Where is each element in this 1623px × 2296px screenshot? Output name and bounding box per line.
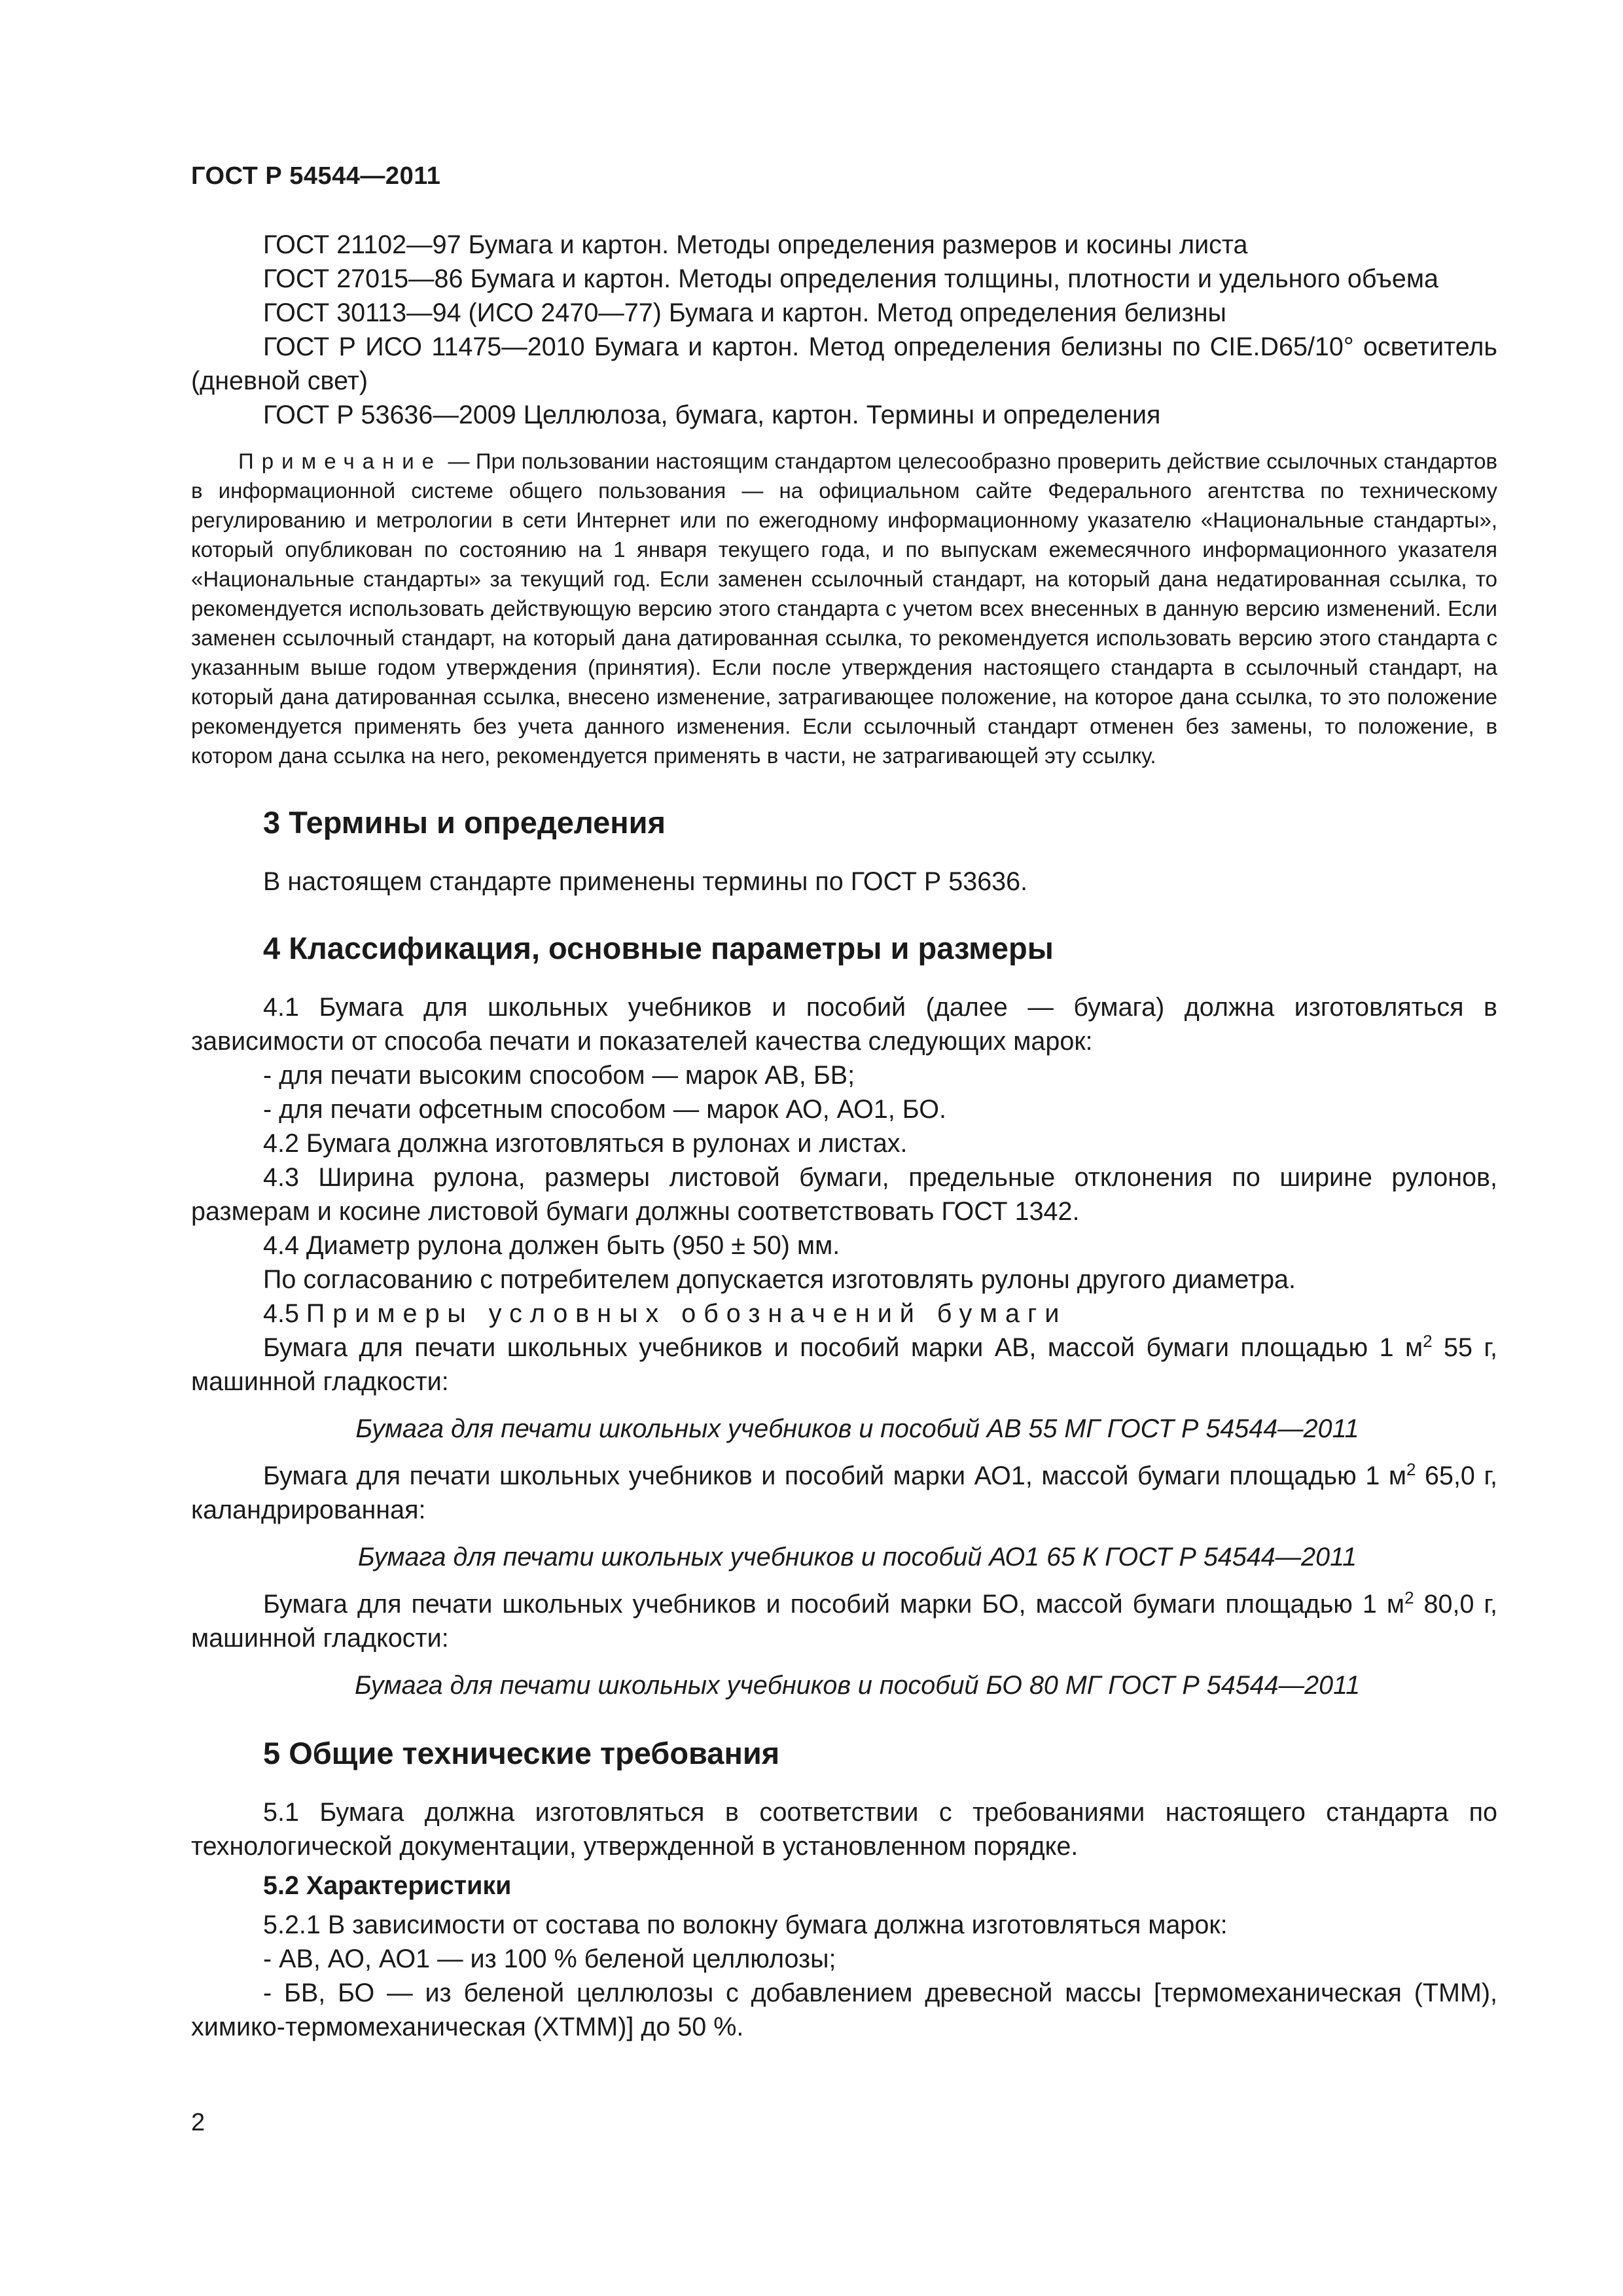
superscript: 2 [1406,1459,1416,1479]
example-text: 55 г, машинной гладкости: [191,1333,1497,1396]
note-label: Примечание [238,449,442,473]
section-5-heading: 5 Общие технические требования [263,1736,780,1770]
example-designation: Бумага для печати школьных учебников и пособий АО1 65 К ГОСТ Р 54544—2011 [357,1543,1357,1571]
example-designation: Бумага для печати школьных учебников и пособий БО 80 МГ ГОСТ Р 54544—2011 [354,1671,1361,1700]
superscript: 2 [1423,1331,1433,1351]
superscript: 2 [1404,1587,1414,1607]
clause-4-1: 4.1 Бумага для школьных учебников и пособий (далее — бумага) должна изготовляться в зависимости от способа печати и показателей качества следующих марок: [191,993,1497,1056]
clause-4-3: 4.3 Ширина рулона, размеры листовой бумаги, предельные отклонения по ширине рулонов, размерам и косине листовой бумаги должны соответствовать ГОСТ 1342. [191,1163,1497,1226]
clause-4-2: 4.2 Бумага должна изготовляться в рулонах и листах. [263,1129,908,1158]
example-text: Бумага для печати школьных учебников и пособий марки АО1, массой бумаги площадью 1 м [263,1462,1406,1490]
clause-5-2-heading: 5.2 Характеристики [263,1871,512,1900]
reference-item: ГОСТ 27015—86 Бумага и картон. Методы определения толщины, плотности и удельного объема [263,264,1438,293]
example-text: 65,0 г, каландрированная: [191,1462,1498,1524]
document-header: ГОСТ Р 54544—2011 [191,162,441,190]
page-number: 2 [191,2109,205,2136]
section-3-heading: 3 Термины и определения [263,805,666,840]
list-item: - АВ, АО, АО1 — из 100 % беленой целлюлозы; [263,1945,836,1973]
clause-4-4: 4.4 Диаметр рулона должен быть (950 ± 50) мм. [263,1231,840,1260]
reference-item: ГОСТ 21102—97 Бумага и картон. Методы определения размеров и косины листа [263,230,1248,259]
note-text: — При пользовании настоящим стандартом целесообразно проверить действие ссылочных стандартов в информационной системе общего пользования — на официальном сайте Федерального агентства по техническому регулированию и метрологии в сети Интернет или по ежегодному информационному указателю «Национальные стандарты», который опубликован по состоянию на 1 января текущего года, и по выпускам ежемесячного информационного указателя «Национальные стандарты» за текущий год. Если заменен ссылочный стандарт, на который дана недатированная ссылка, то рекомендуется использовать действующую версию этого стандарта с учетом всех внесенных в данную версию изменений. Если заменен ссылочный стандарт, на который дана датированная ссылка, то рекомендуется использовать версию этого стандарта с указанным выше годом утверждения (принятия). Если после утверждения настоящего стандарта в ссылочный стандарт, на который дана датированная ссылка, внесено изменение, затрагивающее положение, на которое дана ссылка, то это положение рекомендуется применять без учета данного изменения. Если ссылочный стандарт отменен без замены, то положение, в котором дана ссылка на него, рекомендуется применять в части, не затрагивающей эту ссылку. [191,449,1497,768]
reference-item: ГОСТ 30113—94 (ИСО 2470—77) Бумага и картон. Метод определения белизны [263,298,1226,327]
example-text: Бумага для печати школьных учебников и пособий марки АВ, массой бумаги площадью 1 м [263,1333,1423,1362]
example-text: 80,0 г, машинной гладкости: [191,1590,1497,1653]
example-description [191,1331,1497,1399]
example-designation: Бумага для печати школьных учебников и пособий АВ 55 МГ ГОСТ Р 54544—2011 [355,1414,1359,1443]
list-item: - для печати офсетным способом — марок АО, АО1, БО. [263,1095,946,1124]
clause-4-5-label: Примеры условных обозначений бумаги [306,1299,1067,1328]
example-text: Бумага для печати школьных учебников и пособий марки БО, массой бумаги площадью 1 м [263,1590,1405,1619]
list-item: - для печати высоким способом — марок АВ, БВ; [263,1061,855,1090]
normative-references-list [191,228,1497,432]
clause-number: 4.5 [263,1299,306,1328]
example-description [191,1587,1497,1655]
reference-item: ГОСТ Р ИСО 11475—2010 Бумага и картон. Метод определения белизны по CIE.D65/10° осветитель (дневной свет) [191,332,1497,395]
clause-4-5 [191,1297,1497,1331]
section-4-heading: 4 Классификация, основные параметры и размеры [263,931,1054,965]
section-3-text: В настоящем стандарте применены термины по ГОСТ Р 53636. [263,867,1028,896]
clause-5-2-1: 5.2.1 В зависимости от состава по волокну бумага должна изготовляться марок: [263,1910,1228,1939]
page-content [191,228,1497,2044]
list-item: - БВ, БО — из беленой целлюлозы с добавлением древесной массы [термомеханическая (ТММ), химико-термомеханическая (ХТММ)] до 50 %. [191,1979,1497,2041]
example-description [191,1459,1497,1527]
clause-4-4-note: По согласованию с потребителем допускается изготовлять рулоны другого диаметра. [263,1265,1296,1294]
note-paragraph [191,446,1497,770]
clause-5-1: 5.1 Бумага должна изготовляться в соответствии с требованиями настоящего стандарта по технологической документации, утвержденной в установленном порядке. [191,1798,1497,1861]
reference-item: ГОСТ Р 53636—2009 Целлюлоза, бумага, картон. Термины и определения [263,401,1161,429]
